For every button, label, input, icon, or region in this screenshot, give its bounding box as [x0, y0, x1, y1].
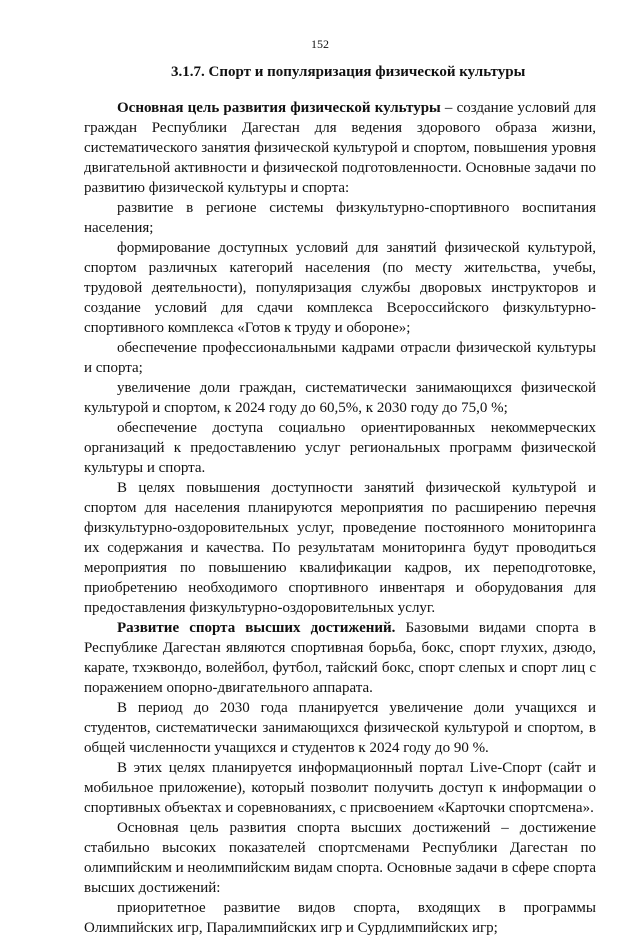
paragraph-text: обеспечение профессиональными кадрами отрасли физической культуры и спорта; — [84, 340, 596, 376]
paragraph-text: приоритетное развитие видов спорта, входящих в программы Олимпийских игр, Паралимпийских игр и Сурдлимпийских игр; — [84, 900, 596, 936]
paragraph — [84, 198, 596, 238]
paragraph — [84, 478, 596, 618]
paragraph — [84, 898, 596, 938]
paragraph — [84, 338, 596, 378]
paragraph — [84, 98, 596, 198]
paragraph-text: Базовыми видами спорта в Республике Дагестан являются спортивная борьба, бокс, спорт глухих, дзюдо, карате, тхэквондо, волейбол, футбол, тайский бокс, спорт слепых и спорт лиц с поражением опорно-двигательного аппарата. — [84, 620, 596, 696]
paragraph-text: В период до 2030 года планируется увеличение доли учащихся и студентов, систематически занимающихся физической культурой и спортом, в общей численности учащихся и студентов к 2024 году до 90 %. — [84, 700, 596, 756]
paragraph — [84, 418, 596, 478]
paragraph — [84, 698, 596, 758]
paragraph — [84, 378, 596, 418]
paragraph-text: В целях повышения доступности занятий физической культурой и спортом для населения планируются мероприятия по расширению перечня физкультурно-оздоровительных услуг, проведение постоянного мониторинга их содержания и качества. По результатам мониторинга будут проводиться мероприятия по повышению квалификации кадров, их переподготовке, приобретению необходимого спортивного инвентаря и оборудования для предоставления физкультурно-оздоровительных услуг. — [84, 480, 596, 616]
paragraph — [84, 238, 596, 338]
paragraph-text: развитие в регионе системы физкультурно-спортивного воспитания населения; — [84, 200, 596, 236]
page-number: 152 — [311, 37, 329, 51]
paragraph-text: формирование доступных условий для занятий физической культурой, спортом различных категорий населения (по месту жительства, учебы, трудовой деятельности), популяризация службы дворовых инструкторов и создание условий для сдачи комплекса Всероссийского физкультурно-спортивного комплекса «Готов к труду и обороне»; — [84, 240, 596, 336]
paragraph-text: Основная цель развития спорта высших достижений – достижение стабильно высоких показателей спортсменами Республики Дагестан по олимпийским и неолимпийским видам спорта. Основные задачи в сфере спорта высших достижений: — [84, 820, 596, 896]
paragraph — [84, 618, 596, 698]
section-title: 3.1.7. Спорт и популяризация физической культуры — [171, 64, 526, 80]
paragraph-text: В этих целях планируется информационный портал Live-Спорт (сайт и мобильное приложение), который позволит получить доступ к информации о спортивных объектах и соревнованиях, с присвоением «Карточки спортсмена». — [84, 760, 596, 816]
paragraph-lead: Развитие спорта высших достижений. — [117, 620, 396, 636]
paragraph-text: увеличение доли граждан, систематически занимающихся физической культурой и спортом, к 2024 году до 60,5%, к 2030 году до 75,0 %; — [84, 380, 596, 416]
paragraph — [84, 818, 596, 898]
paragraph — [84, 758, 596, 818]
paragraph-lead: Основная цель развития физической культуры — [117, 100, 441, 116]
body-text — [84, 98, 596, 938]
paragraph-text: – создание условий для граждан Республики Дагестан для ведения здорового образа жизни, систематического занятия физической культурой и спортом, повышения уровня двигательной активности и физической подготовленности. Основные задачи по развитию физической культуры и спорта: — [84, 100, 596, 196]
paragraph-text: обеспечение доступа социально ориентированных некоммерческих организаций к предоставлению услуг региональных программ физической культуры и спорта. — [84, 420, 596, 476]
